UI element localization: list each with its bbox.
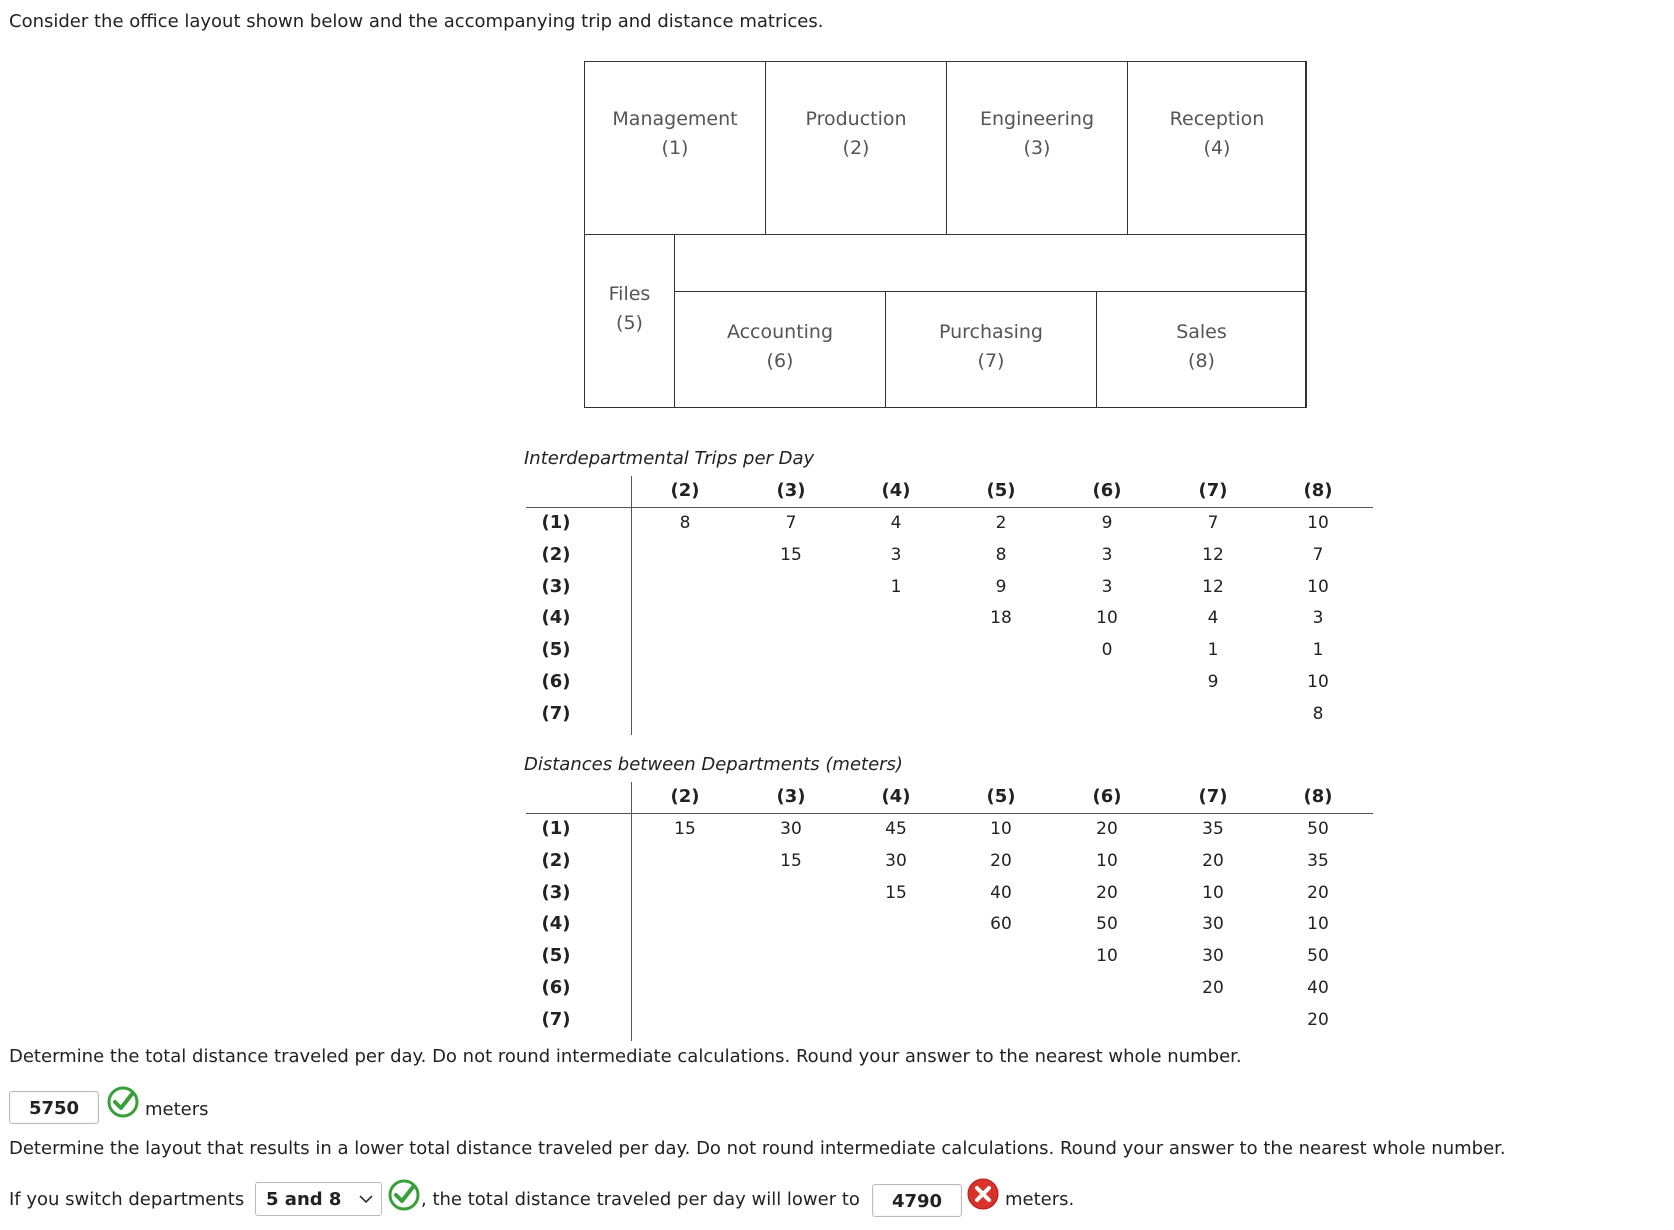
matrix-cell: 8 — [1312, 703, 1324, 724]
room-purchasing — [885, 291, 1097, 408]
matrix-cell: 30 — [885, 850, 907, 871]
department-switch-select[interactable] — [255, 1182, 382, 1216]
select-value: 5 and 8 — [266, 1189, 342, 1210]
question-2-text: Determine the layout that results in a lower total distance traveled per day. Do not round intermediate calculations. Round your answer to the nearest whole number. — [9, 1138, 1506, 1159]
header-rule — [526, 813, 1373, 814]
column-header: (6) — [1092, 786, 1122, 807]
x-icon — [966, 1177, 1000, 1211]
matrix-cell: 10 — [1307, 672, 1329, 692]
room-management — [584, 61, 766, 235]
matrix-cell: 9 — [1101, 513, 1113, 533]
row-label: (4) — [541, 607, 571, 629]
matrix-cell: 12 — [1202, 576, 1224, 597]
room-name: Production — [805, 108, 907, 130]
matrix-cell: 9 — [995, 576, 1007, 597]
column-header: (3) — [776, 786, 806, 807]
row-label: (3) — [541, 881, 571, 903]
check-icon — [387, 1178, 421, 1212]
office-layout — [584, 61, 1306, 408]
column-header: (6) — [1092, 480, 1122, 501]
matrix-cell: 0 — [1101, 640, 1113, 661]
room-name: Engineering — [980, 108, 1094, 130]
row-label: (3) — [541, 575, 571, 597]
matrix-cell: 35 — [1307, 850, 1329, 871]
matrix-cell: 40 — [1307, 978, 1329, 998]
column-header: (5) — [986, 480, 1016, 501]
matrix-cell: 15 — [674, 819, 696, 839]
matrix-cell: 10 — [1096, 608, 1118, 629]
switch-middle-text: , the total distance traveled per day will lower to — [421, 1189, 860, 1210]
room-name: Files — [608, 283, 651, 305]
row-label: (6) — [541, 977, 571, 998]
room-name: Sales — [1176, 320, 1227, 343]
matrix-cell: 50 — [1307, 946, 1329, 967]
room-reception — [1127, 61, 1307, 235]
column-header: (2) — [670, 786, 700, 807]
matrix-cell: 18 — [990, 608, 1012, 629]
room-production — [765, 61, 947, 235]
matrix-cell: 45 — [885, 819, 907, 839]
chevron-down-icon — [359, 1192, 373, 1206]
row-label: (2) — [541, 849, 571, 871]
matrix-cell: 8 — [995, 544, 1007, 565]
column-header: (8) — [1303, 480, 1333, 501]
room-number: (3) — [1023, 137, 1051, 159]
column-header: (7) — [1198, 480, 1228, 501]
room-number: (5) — [616, 312, 643, 334]
matrix-cell: 20 — [1096, 819, 1118, 839]
matrix-cell: 10 — [1202, 882, 1224, 903]
matrix-cell: 7 — [785, 513, 797, 533]
matrix-title: Interdepartmental Trips per Day — [524, 448, 815, 469]
row-label: (5) — [541, 945, 571, 967]
matrix-cell: 60 — [990, 914, 1012, 935]
matrix-cell: 35 — [1202, 819, 1224, 839]
room-number: (8) — [1188, 349, 1215, 372]
room-name: Reception — [1169, 108, 1265, 130]
room-engineering — [946, 61, 1128, 235]
matrix-cell: 20 — [1307, 1009, 1329, 1030]
question-1-text: Determine the total distance traveled per day. Do not round intermediate calculations. Round your answer to the nearest whole number. — [9, 1046, 1242, 1067]
hallway — [674, 234, 1307, 292]
matrix-cell: 1 — [890, 576, 902, 597]
column-header: (4) — [881, 786, 911, 807]
matrix-cell: 3 — [1312, 608, 1324, 629]
room-name: Purchasing — [939, 320, 1043, 343]
column-header: (3) — [776, 480, 806, 501]
column-header: (5) — [986, 786, 1016, 807]
matrix-cell: 20 — [1307, 882, 1329, 903]
intro-text: Consider the office layout shown below and the accompanying trip and distance matrices. — [9, 11, 824, 32]
room-number: (4) — [1203, 137, 1231, 159]
matrix-cell: 3 — [890, 544, 902, 565]
matrix-cell: 50 — [1096, 914, 1118, 935]
matrix-cell: 2 — [995, 513, 1007, 533]
matrix-cell: 7 — [1207, 513, 1219, 533]
matrix-cell: 20 — [1202, 978, 1224, 998]
room-number: (2) — [842, 137, 870, 159]
matrix-cell: 10 — [990, 819, 1012, 839]
room-sales — [1096, 291, 1307, 408]
question-1-unit: meters — [145, 1099, 209, 1120]
room-name: Accounting — [726, 320, 834, 343]
matrix-cell: 15 — [885, 882, 907, 903]
column-header: (7) — [1198, 786, 1228, 807]
matrix-cell: 3 — [1101, 576, 1113, 597]
room-number: (1) — [661, 137, 689, 159]
row-label: (6) — [541, 671, 571, 692]
total-distance-input[interactable]: 5750 — [9, 1091, 99, 1124]
header-rule — [526, 507, 1373, 508]
matrix-cell: 40 — [990, 882, 1012, 903]
row-label: (4) — [541, 913, 571, 935]
column-header: (2) — [670, 480, 700, 501]
matrix-cell: 10 — [1307, 513, 1329, 533]
room-files — [584, 234, 675, 408]
room-name: Management — [612, 108, 738, 130]
matrix-cell: 30 — [1202, 946, 1224, 967]
matrix-cell: 8 — [679, 513, 691, 533]
matrix-cell: 4 — [1207, 608, 1219, 629]
matrix-cell: 1 — [1312, 640, 1324, 661]
row-label: (7) — [541, 1008, 571, 1030]
row-label-rule — [631, 476, 632, 735]
matrix-cell: 20 — [990, 850, 1012, 871]
row-label: (5) — [541, 639, 571, 661]
room-number: (6) — [766, 349, 794, 372]
row-label: (1) — [541, 512, 571, 533]
matrix-cell: 4 — [890, 513, 902, 533]
matrix-title: Distances between Departments (meters) — [524, 754, 903, 775]
new-total-distance-input[interactable]: 4790 — [872, 1184, 962, 1217]
matrix-cell: 20 — [1202, 850, 1224, 871]
room-number: (7) — [977, 349, 1005, 372]
matrix-cell: 20 — [1096, 882, 1118, 903]
matrix-cell: 30 — [1202, 914, 1224, 935]
matrix-cell: 15 — [780, 544, 802, 565]
matrix-cell: 10 — [1096, 850, 1118, 871]
switch-unit: meters. — [1005, 1189, 1075, 1210]
matrix-cell: 3 — [1101, 544, 1113, 565]
matrix-cell: 30 — [780, 819, 802, 839]
matrix-cell: 15 — [780, 850, 802, 871]
row-label: (7) — [541, 702, 571, 724]
row-label: (2) — [541, 543, 571, 565]
matrix-cell: 50 — [1307, 819, 1329, 839]
switch-prefix: If you switch departments — [9, 1189, 245, 1210]
room-accounting — [674, 291, 886, 408]
matrix-cell: 10 — [1096, 946, 1118, 967]
row-label-rule — [631, 782, 632, 1041]
matrix-cell: 9 — [1207, 672, 1219, 692]
column-header: (4) — [881, 480, 911, 501]
matrix-cell: 12 — [1202, 544, 1224, 565]
matrix-cell: 10 — [1307, 576, 1329, 597]
check-icon — [106, 1085, 140, 1119]
matrix-cell: 7 — [1312, 544, 1324, 565]
matrix-cell: 10 — [1307, 914, 1329, 935]
column-header: (8) — [1303, 786, 1333, 807]
row-label: (1) — [541, 818, 571, 839]
matrix-cell: 1 — [1207, 640, 1219, 661]
